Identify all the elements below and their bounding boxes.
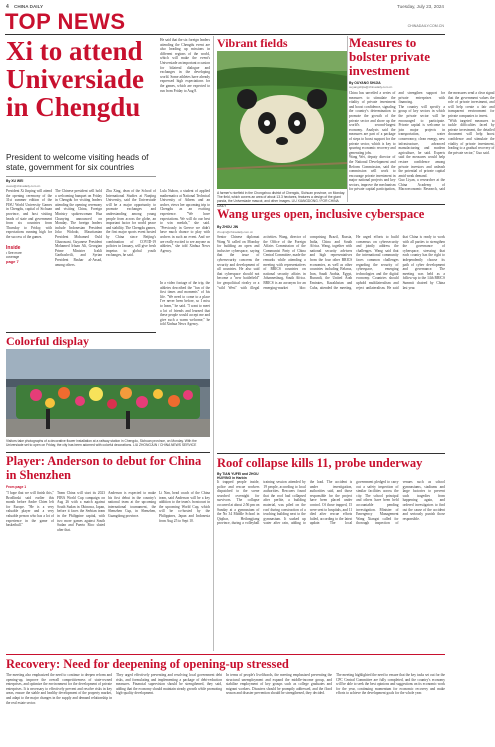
lead-paragraph: Lula Nubon, a student of applied mathematics at National Technical University of Athens and an archer, views her upcoming trip to Chengdu as an exciting experience. "We have expectations. We will do our best to win medals," she said. "Previously in Greece we didn't have much chance to play with archers in such an event. And we are really excited to see anyone as athletes," she told Xinhua News Agency. (160, 189, 210, 253)
lead-paragraph: Zhu Xing, dean of the School of International Studies at Nanjing University, said the Universiade will be a major opportunity to promote exchanges and understanding among young people from across the globe, an important factor for world peace and stability. The Chengdu games, the first major sports event hosted by China since Beijing's combination of COVID-19 policies in January, will give fresh impetus to global youth exchanges, he said. (106, 189, 156, 258)
vibrant-photo (217, 51, 345, 189)
lead-byline: By XU WEI (6, 179, 24, 183)
roof-headline: Roof collapse kills 11, probe underway (217, 456, 423, 470)
roof-paragraph: It trapped people inside, police and rescue workers dispatched to the scene searched overnight for survivors. The collapse occurred at about 2:56 pm on Sunday at a gymnasium of the No 34 Middle School in Qiqihar, Heilongjiang province, during a volleyball training session attended by 19 people, according to local authorities. Rescuers found that the roof had collapsed after perlite, a building material, was piled on the roof during construction of a teaching building next to the gymnasium. It soaked up water after rain, adding to the load. The accident is under investigation, authorities said, and those responsible for the project have been placed under control. Of those trapped, 15 were sent to hospitals, and 11 died after rescue efforts failed, according to the latest update. The local government pledged to carry out a safety inspection of similar facilities across the city. The school principal and others have been held accountable pending investigation. Minister of Emergency Management Wang Xiangxi called for thorough inspection of venues such as school gymnasiums, stadiums and large factories to prevent such tragedies from happening again, and ordered investigators to find out the cause of the accident and seriously punish those responsible. (217, 480, 445, 526)
player-col-2 (57, 491, 105, 651)
player-rule (6, 452, 210, 453)
recovery-col-1 (6, 673, 112, 743)
roof-rule (217, 453, 445, 454)
lead-col-6 (160, 281, 210, 329)
section-title: TOP NEWS (5, 9, 126, 34)
roof-text (217, 480, 445, 651)
recovery-paragraph: The meeting highlighted the need to ensure that the key tasks set out for the CPC Central Committee are fully completed, and the country's economy will be able to seek the best opinions and suggestions on its economic work for the year, continuing momentum for economic recovery and make efforts to achieve the development goals for the whole year. (336, 673, 445, 696)
player-col-1 (6, 491, 54, 651)
lead-col-2 (55, 189, 102, 329)
measures-email: ouyangshijia@chinadaily.com.cn (349, 85, 393, 89)
measures-byline: By OUYANG SHIJIA (349, 81, 381, 85)
recovery-col-3 (226, 673, 332, 743)
lead-paragraph: The Chinese president will hold a welcoming banquet on Friday in Chengdu for visiting leaders attending the opening ceremony and visiting China, Foreign Ministry spokeswoman Hua Chunying announced on Monday. The foreign leaders include Indonesian President Joko Widodo, Mauritanian President Mohamed Ould Ghazouani, Guyanese President Mohamed Irfaan Ali, Georgian Prime Minister Irakli Garibashvili, and Syrian President Bashar al-Assad, among others. (55, 189, 102, 267)
recovery-col-2 (116, 673, 222, 743)
lead-email: xuwei@chinadaily.com.cn (6, 183, 41, 188)
colorful-caption: Visitors take photographs of a decorative flower installation at a railway station in Chengdu, Sichuan province, on Monday. With the Universiade set to open on Friday, the city has been adorned with colorful decorations. LIU ZHONGJUN / CHINA NEWS SERVICE (6, 439, 197, 448)
player-paragraph: Anderson is expected to make his first debut in the country's national team at the upcoming international tournament, the Shenzhen Cup, in Shenzhen, Guangdong province. (108, 491, 156, 518)
measures-text (349, 91, 495, 195)
measures-paragraph: The country will specify a group of key sectors in which the private sector will be encouraged to participate. Private capital is welcome to join major projects in transportation, water conservancy, clean energy, new infrastructure, advanced manufacturing and modern agriculture, he said. Experts said the measures would help restore confidence among private investors and unleash the potential of private capital amid weak demand. (398, 104, 445, 178)
player-paragraph: Li Nan, head coach of the China team, said Anderson will be a key addition to the team's frontcourt in the upcoming World Cup, which will be co-hosted by the Philippines, Japan and Indonesia from Aug 25 to Sept 10. (159, 491, 210, 523)
measures-paragraph: Wang Wei, deputy director of the National Development and Reform Commission, said the commission will work to encourage private investment in major national projects and key sectors, improve the mechanism for private capital participation, and strengthen support for private enterprises with financing. (349, 91, 445, 192)
player-paragraph: Team China will start its 2023 FIBA World Cup campaign on Aug 26 with a match against South Sudan in Okinawa, Japan, before it faces the Serbian team in the Philippine capital, with two more games against South Sudan and Puerto Rico slated after that. (57, 491, 105, 532)
wang-headline: Wang urges open, inclusive cyberspace (217, 207, 425, 221)
flower-installation-image (6, 349, 210, 437)
inside-box (6, 245, 28, 277)
wang-paragraph: Senior Chinese diplomat Wang Yi called on Monday for building an open and inclusive cyberspace, saying that the issue of cybersecurity concerns the security and development of all countries. He also said that cyberspace should not become a "new battlefield" for geopolitical rivalry or a "wild West" with illegal activities. Wang, director of the Office of the Foreign Affairs Commission of the Communist Party of China Central Committee, made the remarks while attending a meeting with representatives of BRICS countries on national security affairs in Johannesburg, South Africa. BRICS is an acronym for an emerging-market bloc comprising Brazil, Russia, India, China and South Africa. Wang, together with national security advisers and high representatives from the four other BRICS economies, as well as other countries including Belarus, Iran, Saudi Arabia, Egypt, Burundi, the United Arab Emirates, Kazakhstan and Cuba, attended the meeting. He urged efforts to build consensus on cybersecurity and jointly address the challenges. Wang said that the international community faces common challenges regarding the security of cyberspace, emerging technologies and the digital economy. Countries should uphold multilateralism and reject unilateralism. He said that China is ready to work with all parties to strengthen the governance of cyberspace, stressing that each country has the right to independently choose its path of cyber development and governance. The meeting was held as a follow-up to the 14th BRICS Summit chaired by China last year. (217, 235, 445, 290)
paper-name: CHINA DAILY (14, 4, 44, 9)
lead-paragraph: He said that the six foreign leaders attending the Chengdu event are also heading up missions in different regions of the world, which will make the event's Universiade an important occasion for bilateral dialogue and exchanges in the developing world. Some athletes have already expressed high expectations for the games, which are expected to run from Friday to Aug 8. (160, 38, 210, 93)
colorful-rule (6, 332, 156, 333)
measures-box (349, 35, 495, 202)
inside-label: Inside (6, 245, 28, 251)
player-col-3 (108, 491, 156, 651)
lead-deck: President to welcome visiting heads of state, government for six countries (6, 152, 149, 172)
player-paragraph: "I hope that we will finish this," Brodlinski said earlier this month before Andre Chien left for Europe. "He is a very valuable player and a very valuable person who has a lot of experience in the game of basketball." (6, 491, 54, 528)
recovery-col-4 (336, 673, 445, 743)
vibrant-title: Vibrant fields (217, 36, 288, 50)
colorful-photo (6, 349, 210, 437)
page-number: 4 (6, 4, 9, 10)
lead-col-4b (160, 38, 210, 186)
issue-date: Tuesday, July 23, 2024 (397, 4, 444, 9)
colorful-title: Colorful display (6, 334, 90, 348)
measures-paragraph: Guo Liyan, a researcher at the China Academy of Macroeconomic Research, said the measures send a clear signal that the government values the role of private investment, and will help create a fair and transparent environment for private companies to invest. (398, 91, 495, 192)
lead-paragraph: In a video footage of the trip, the athletes described the "fun of the first times and moments" of his life. "We need to come to a place I've never been before, so I miss to learn," he said. "I want to meet a lot of friends and learned that these people would accept me and give such a warm welcome," he told Xinhua News Agency. (160, 281, 210, 327)
recovery-paragraph: The meeting also emphasized the need to continue to deepen reform and opening-up, improve the overall competitiveness of state-owned enterprises, and optimize the environment for the development of private enterprises. It is necessary to effectively prevent and resolve risks in key areas, ensure the stable and healthy development of the property market, and adapt to the major changes in the supply and demand relationship in the real estate sector. (6, 673, 112, 705)
wang-text (217, 235, 445, 451)
wang-rule (217, 204, 445, 205)
wang-byline: By ZHOU JIN (217, 225, 239, 229)
column-divider-right (347, 36, 348, 202)
lead-col-3 (106, 189, 156, 329)
measures-headline: Measures to bolster private investment (349, 35, 430, 78)
roof-byline: By TIAN YUFEI and ZHOU HUIYING in Harbin (217, 472, 259, 480)
measures-paragraph: "With targeted measures to tackle difficulties faced by private investment, the detailed document will help boost confidence and stimulate the vitality of private investment, leading to a gradual recovery of the private sector," Guo said. (448, 118, 495, 155)
inside-page: page 7 (6, 259, 28, 264)
lead-rule (6, 176, 156, 177)
vibrant-caption: A farmer's ricefield in the Chongzhou district of Chengdu, Sichuan province, on Monday. The field, which covers an area of about 13.3 hectares, features a design of the giant panda, the Universiade mascot, and other images. LIU XIANGDONG / FOR CHINA DAILY (217, 191, 346, 208)
player-headline: Player: Anderson to debut for China in Shenzhen (6, 454, 202, 482)
measures-paragraph: China has unveiled a series of measures to stimulate the vitality of private investment and boost confidence, signaling the country's determination to promote the growth of the private sector and shore up the world's second-largest economy. Analysts said the measures are part of a package of steps to boost support for the private sector, which is key to spurring economic recovery and generating jobs. (349, 91, 396, 155)
wang-email: zhoujin@chinadaily.com.cn (217, 229, 254, 234)
column-divider (213, 36, 214, 651)
site-url: CHINADAILY.COM.CN (407, 24, 444, 28)
inside-text: • See more coverage (6, 251, 28, 259)
recovery-top-bar (6, 654, 445, 655)
player-byline: From page 1 (6, 485, 27, 489)
lead-headline: Xi to attend Universiade in Chengdu (6, 36, 144, 122)
recovery-headline: Recovery: Need for deepening of opening-up stressed (6, 657, 289, 671)
player-col-4 (159, 491, 210, 651)
lead-paragraph: President Xi Jinping will attend the opening ceremony of the 31st summer edition of the FISU World University Games in Chengdu, capital of Sichuan province, and host visiting heads of state and government from six countries from Thursday to Friday, with expectations running high for the success of the games. (6, 189, 52, 239)
recovery-paragraph: In terms of people's livelihoods, the meeting emphasized preventing the structural unemployment and expand the middle-income group, and stabilize employment of key groups such as college graduates and migrant workers. Disasters should be promptly addressed, and the flood season and disaster prevention should be strengthened, they decided. (226, 673, 332, 696)
ricefield-image (217, 51, 347, 189)
recovery-paragraph: They urged effectively preventing and resolving local government debt risks, and formulating and implementing a package of debt-reduction measures. Financial supervision should be strengthened, they said, adding that the economy should maintain steady growth while promoting high-quality development. (116, 673, 222, 696)
